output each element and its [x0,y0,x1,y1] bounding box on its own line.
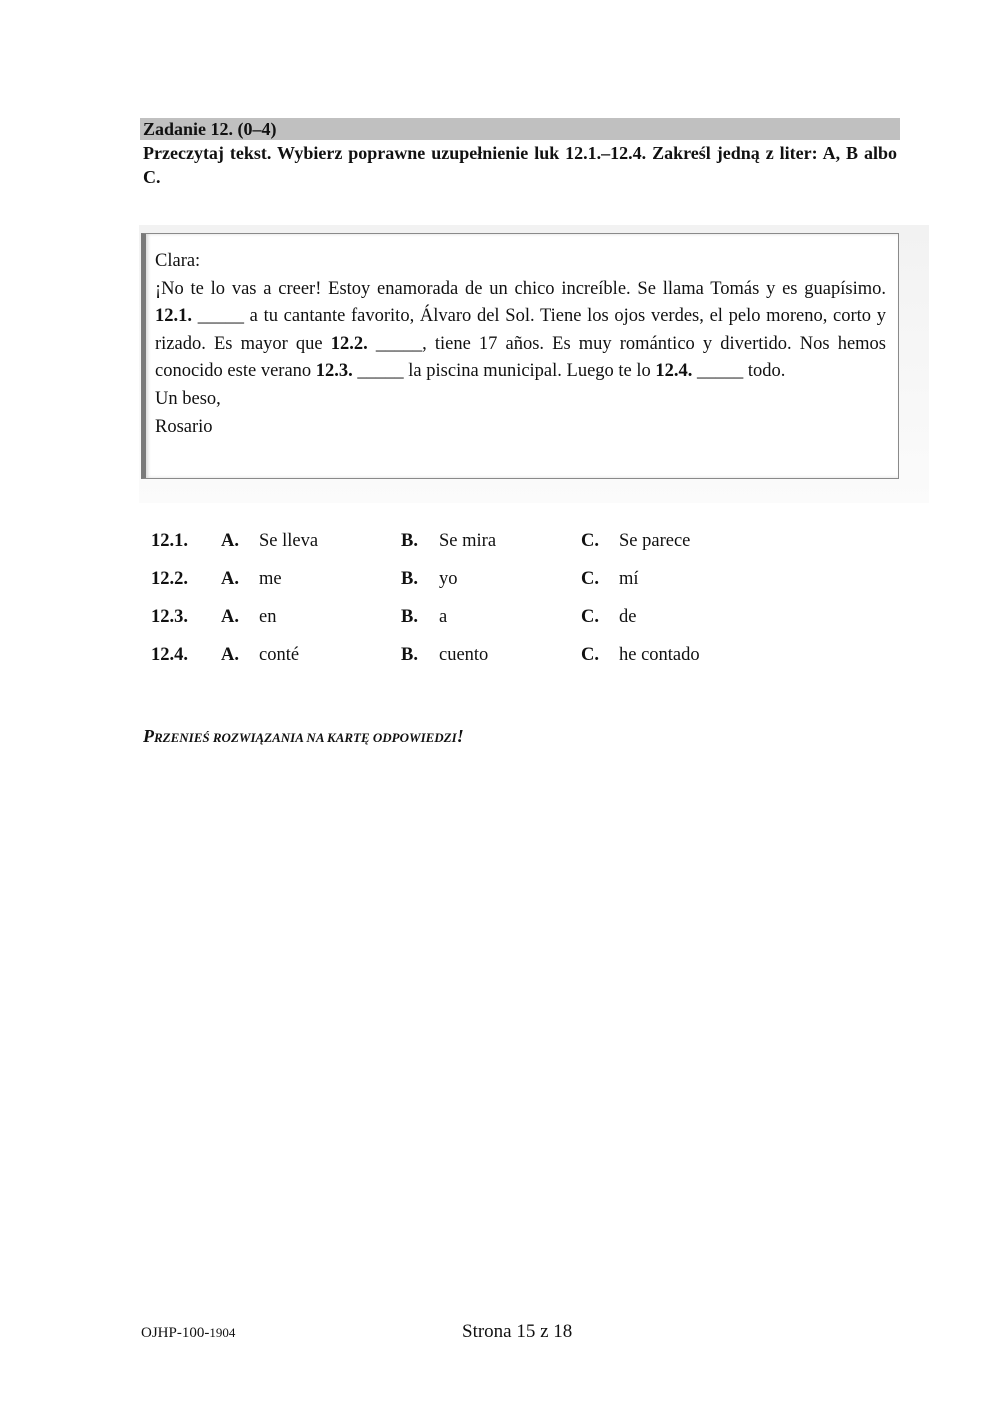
exam-code-prefix: OJHP-100- [141,1325,210,1341]
letter-signature: Rosario [155,416,213,437]
letter-closing: Un beso, [155,388,221,409]
letter-body [155,276,886,386]
option-b-letter[interactable]: B. [401,607,418,627]
letter-greeting: Clara: [155,251,201,271]
question-number: 12.3. [151,607,188,627]
option-a-letter[interactable]: A. [221,645,239,665]
gap-number: 12.2. [330,333,368,354]
transfer-note-initial: P [143,726,154,746]
option-a-text: en [259,607,277,627]
letter-text: ¡No te lo vas a creer! Estoy enamorada de un chico increíble. Se llama Tomás y es guapísimo. [155,278,886,299]
gap-number: 12.4. [655,361,693,382]
option-row [151,531,851,569]
letter-text: _____ la piscina municipal. Luego te lo [352,361,656,382]
option-b-text: yo [439,569,458,589]
exam-code-suffix: 1904 [209,1325,236,1340]
option-c-text: Se parece [619,531,691,551]
letter-text: _____ todo. [692,361,786,382]
option-c-text: he contado [619,645,700,665]
question-number: 12.4. [151,645,188,665]
option-row [151,607,851,645]
option-b-letter[interactable]: B. [401,569,418,589]
transfer-note-end: ! [456,726,464,746]
option-row [151,645,851,683]
gap-number: 12.1. [155,306,192,327]
page-number: Strona 15 z 18 [462,1321,573,1342]
option-a-text: Se lleva [259,531,319,551]
letter-text: _____, tiene 17 años. Es muy romántico y divertido. Nos hemos conocido este verano [155,333,886,382]
question-number: 12.2. [151,569,188,589]
letter-text: _____ a tu cantante favorito, Álvaro del Sol. Tiene los ojos verdes, el pelo moreno, corto y rizado. Es mayor que [155,306,886,354]
option-c-letter[interactable]: C. [581,531,599,551]
option-c-letter[interactable]: C. [581,607,599,627]
option-a-letter[interactable]: A. [221,569,239,589]
option-a-letter[interactable]: A. [221,607,239,627]
option-b-text: Se mira [439,531,497,551]
option-b-letter[interactable]: B. [401,645,418,665]
question-number: 12.1. [151,531,188,551]
option-a-text: conté [259,645,300,665]
option-b-text: cuento [439,645,489,665]
exam-code [141,1325,235,1342]
option-a-text: me [259,569,282,589]
task-header: Zadanie 12. (0–4) [140,118,900,140]
task-instruction: Przeczytaj tekst. Wybierz poprawne uzupełnienie luk 12.1.–12.4. Zakreśl jedną z liter: A, B albo C. [143,143,897,187]
option-c-letter[interactable]: C. [581,569,599,589]
option-a-letter[interactable]: A. [221,531,239,551]
transfer-answers-note [143,726,464,747]
transfer-note-smallcaps: RZENIEŚ ROZWIĄZANIA NA KARTĘ ODPOWIEDZI [154,730,457,745]
letter-box [141,233,899,479]
answer-options [151,531,851,683]
option-c-text: de [619,607,637,627]
gap-number: 12.3. [315,361,353,382]
option-row [151,569,851,607]
option-b-text: a [439,607,448,627]
option-c-text: mí [619,569,639,589]
option-b-letter[interactable]: B. [401,531,418,551]
option-c-letter[interactable]: C. [581,645,599,665]
